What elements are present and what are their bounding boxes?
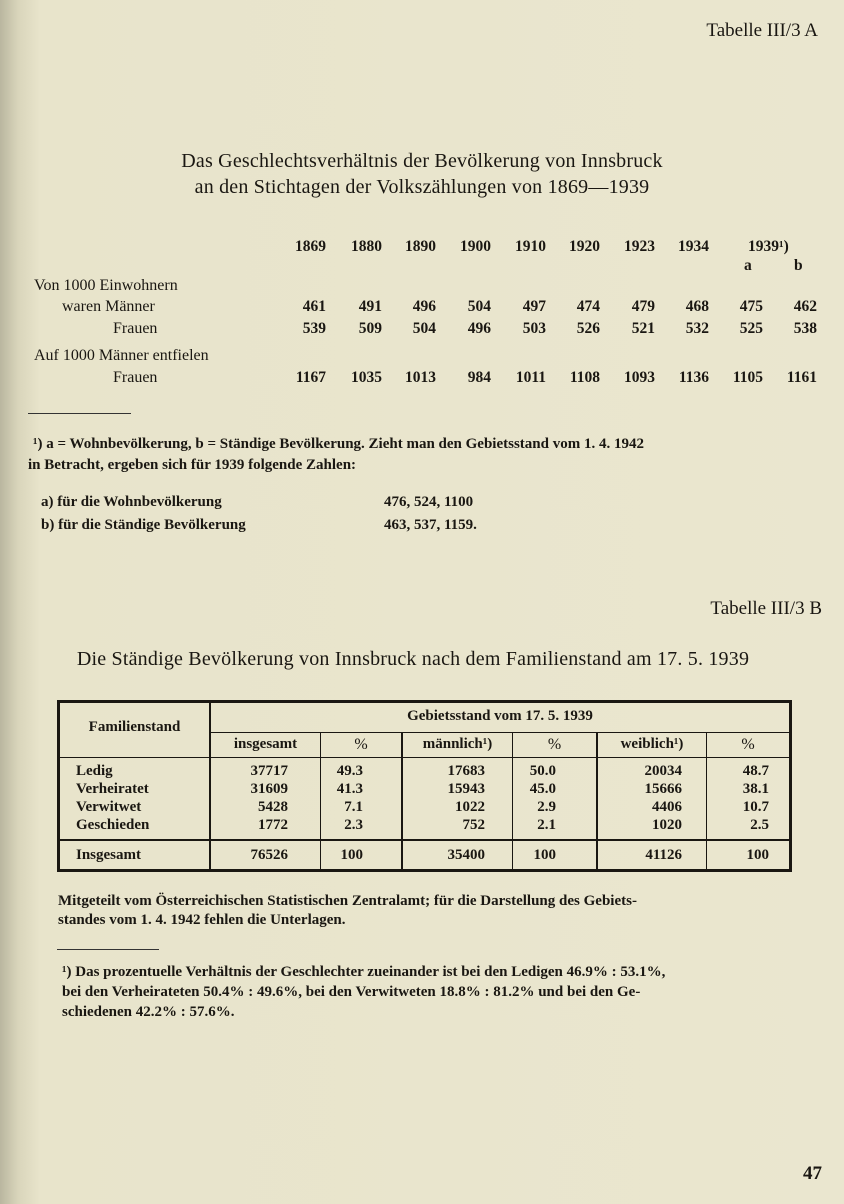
- table-b-cell-maennlich: 1022: [455, 799, 485, 815]
- table-b-cell-insgesamt: 1772: [258, 817, 288, 833]
- table-b-row-label: Geschieden: [76, 817, 150, 833]
- table-a-cell-maenner: 497: [522, 298, 546, 315]
- table-a-cell-frauen: 503: [522, 320, 546, 337]
- table-b-divider-total: [60, 839, 789, 841]
- table-a-cell-frauen: 539: [302, 320, 326, 337]
- table-b-divider-col3: [401, 733, 403, 869]
- table-a-cell-maenner: 496: [412, 298, 436, 315]
- table-a-cell-ratio: 1108: [569, 369, 600, 386]
- table-b-cell-pct3: 48.7: [742, 763, 769, 779]
- table-a-title-line1: Das Geschlechtsverhältnis der Bevölkerung von Innsbruck: [181, 150, 663, 172]
- table-a-year: 1869: [295, 238, 326, 255]
- table-a-year: 1934: [678, 238, 709, 255]
- table-a-cell-ratio: 984: [467, 369, 491, 386]
- table-a-row-group2: Auf 1000 Männer entfielen: [34, 347, 209, 364]
- table-a-year: 1890: [405, 238, 436, 255]
- footnote-a-item-a-values: 476, 524, 1100: [384, 494, 474, 510]
- source-note-line2: standes vom 1. 4. 1942 fehlen die Unterlagen.: [58, 912, 346, 928]
- table-a-row-frauen: Frauen: [113, 320, 158, 337]
- table-b-total-pct3: 100: [746, 847, 769, 863]
- table-a-year: 1880: [351, 238, 382, 255]
- table-b-cell-pct1: 7.1: [344, 799, 363, 815]
- table-b-header-maennlich: männlich¹): [422, 736, 493, 752]
- table-b-row-label: Ledig: [76, 763, 113, 779]
- table-b-cell-pct1: 41.3: [336, 781, 363, 797]
- table-a-cell-frauen: 526: [576, 320, 600, 337]
- table-b-header-weiblich: weiblich¹): [620, 736, 684, 752]
- table-a-cell-ratio: 1011: [515, 369, 546, 386]
- table-b-cell-weiblich: 1020: [652, 817, 682, 833]
- footnote-b-line2: bei den Verheirateten 50.4% : 49.6%, bei den Verwitweten 18.8% : 81.2% und bei den Ge-: [62, 984, 641, 1000]
- table-b-cell-pct2: 50.0: [529, 763, 556, 779]
- table-b-cell-insgesamt: 37717: [250, 763, 288, 779]
- footnote-rule-a: [28, 413, 131, 414]
- table-b-total-pct1: 100: [340, 847, 363, 863]
- table-b-cell-maennlich: 15943: [447, 781, 485, 797]
- table-a-label: Tabelle III/3 A: [706, 20, 818, 41]
- table-a-cell-ratio: 1035: [351, 369, 382, 386]
- table-a-cell-frauen: 538: [793, 320, 817, 337]
- table-a-cell-ratio: 1093: [624, 369, 655, 386]
- table-b-title: Die Ständige Bevölkerung von Innsbruck nach dem Familienstand am 17. 5. 1939: [76, 648, 750, 670]
- table-b-header-insgesamt: insgesamt: [233, 736, 298, 752]
- table-b-header-pct3: %: [741, 736, 755, 753]
- table-a-cell-frauen: 525: [739, 320, 763, 337]
- table-a-year-1939: 1939¹): [748, 238, 789, 255]
- table-b-header-familienstand: Familienstand: [88, 719, 181, 735]
- table-a-cell-frauen: 509: [358, 320, 382, 337]
- table-b-total-insgesamt: 76526: [250, 847, 288, 863]
- table-b-label: Tabelle III/3 B: [710, 598, 822, 619]
- table-b-cell-pct1: 2.3: [344, 817, 363, 833]
- table-b-divider-header: [60, 757, 789, 758]
- table-a-cell-maenner: 491: [358, 298, 382, 315]
- table-b-divider-group: [211, 732, 789, 733]
- table-b-cell-weiblich: 15666: [644, 781, 682, 797]
- table-b: [57, 700, 792, 872]
- table-a-title-line2: an den Stichtagen der Volkszählungen von 1869—1939: [194, 176, 650, 198]
- table-a-cell-ratio: 1161: [786, 369, 817, 386]
- table-b-cell-maennlich: 17683: [447, 763, 485, 779]
- page-number: 47: [803, 1163, 822, 1184]
- table-a-sub-b: b: [794, 257, 803, 274]
- table-b-header-pct2: %: [547, 736, 562, 753]
- table-b-header-pct1: %: [354, 736, 368, 753]
- table-a-row-frauen2: Frauen: [113, 369, 158, 386]
- table-a-cell-ratio: 1136: [678, 369, 709, 386]
- table-b-total-weiblich: 41126: [645, 847, 682, 863]
- table-b-divider-col5: [596, 733, 598, 869]
- table-a-row-group1: Von 1000 Einwohnern: [34, 277, 178, 294]
- table-a-year: 1920: [569, 238, 600, 255]
- footnote-a-line2: in Betracht, ergeben sich für 1939 folgende Zahlen:: [28, 457, 357, 473]
- table-b-total-maennlich: 35400: [447, 847, 485, 863]
- table-b-header-group: Gebietsstand vom 17. 5. 1939: [407, 708, 593, 724]
- table-b-cell-insgesamt: 31609: [250, 781, 288, 797]
- table-b-cell-pct1: 49.3: [336, 763, 363, 779]
- footnote-a-item-b-label: b) für die Ständige Bevölkerung: [41, 517, 246, 533]
- table-b-cell-pct2: 2.1: [537, 817, 556, 833]
- table-a-cell-ratio: 1013: [405, 369, 436, 386]
- table-a-cell-ratio: 1105: [732, 369, 763, 386]
- table-b-cell-insgesamt: 5428: [258, 799, 288, 815]
- table-b-cell-pct2: 2.9: [537, 799, 556, 815]
- table-b-cell-pct3: 2.5: [750, 817, 769, 833]
- table-b-cell-maennlich: 752: [462, 817, 485, 833]
- table-a-year: 1910: [515, 238, 546, 255]
- source-note-line1: Mitgeteilt vom Österreichischen Statistischen Zentralamt; für die Darstellung des Gebiets-: [58, 893, 637, 909]
- table-b-cell-pct3: 38.1: [742, 781, 769, 797]
- table-a-year: 1923: [624, 238, 655, 255]
- table-a-sub-a: a: [744, 257, 752, 274]
- table-b-divider-first: [209, 703, 211, 869]
- table-a-cell-maenner: 468: [685, 298, 709, 315]
- table-a-row-maenner: waren Männer: [62, 298, 155, 315]
- table-b-row-label: Verwitwet: [76, 799, 142, 815]
- table-a-cell-frauen: 496: [467, 320, 491, 337]
- table-a-cell-frauen: 504: [412, 320, 436, 337]
- table-a-cell-maenner: 504: [467, 298, 491, 315]
- table-b-total-pct2: 100: [533, 847, 556, 863]
- table-a-cell-maenner: 475: [739, 298, 763, 315]
- table-b-cell-pct2: 45.0: [529, 781, 556, 797]
- footnote-rule-b: [57, 949, 159, 950]
- footnote-b-line3: schiedenen 42.2% : 57.6%.: [62, 1004, 235, 1020]
- table-b-cell-weiblich: 20034: [644, 763, 682, 779]
- footnote-a-item-b-values: 463, 537, 1159.: [384, 517, 477, 533]
- table-a-cell-frauen: 521: [631, 320, 655, 337]
- table-a-year: 1900: [460, 238, 491, 255]
- table-b-row-label: Verheiratet: [76, 781, 149, 797]
- table-a-cell-maenner: 461: [302, 298, 326, 315]
- table-a-cell-ratio: 1167: [295, 369, 326, 386]
- table-a-cell-frauen: 532: [685, 320, 709, 337]
- table-b-total-label: Insgesamt: [76, 847, 142, 863]
- table-b-cell-pct3: 10.7: [742, 799, 769, 815]
- table-a-cell-maenner: 479: [631, 298, 655, 315]
- footnote-a-line1: ¹) a = Wohnbevölkerung, b = Ständige Bevölkerung. Zieht man den Gebietsstand vom 1. 4. 1942: [33, 436, 644, 452]
- table-a-cell-maenner: 474: [576, 298, 600, 315]
- table-a-cell-maenner: 462: [793, 298, 817, 315]
- footnote-a-item-a-label: a) für die Wohnbevölkerung: [41, 494, 222, 510]
- footnote-b-line1: ¹) Das prozentuelle Verhältnis der Geschlechter zueinander ist bei den Ledigen 46.9% : 53.1%,: [62, 964, 666, 980]
- table-b-cell-weiblich: 4406: [652, 799, 682, 815]
